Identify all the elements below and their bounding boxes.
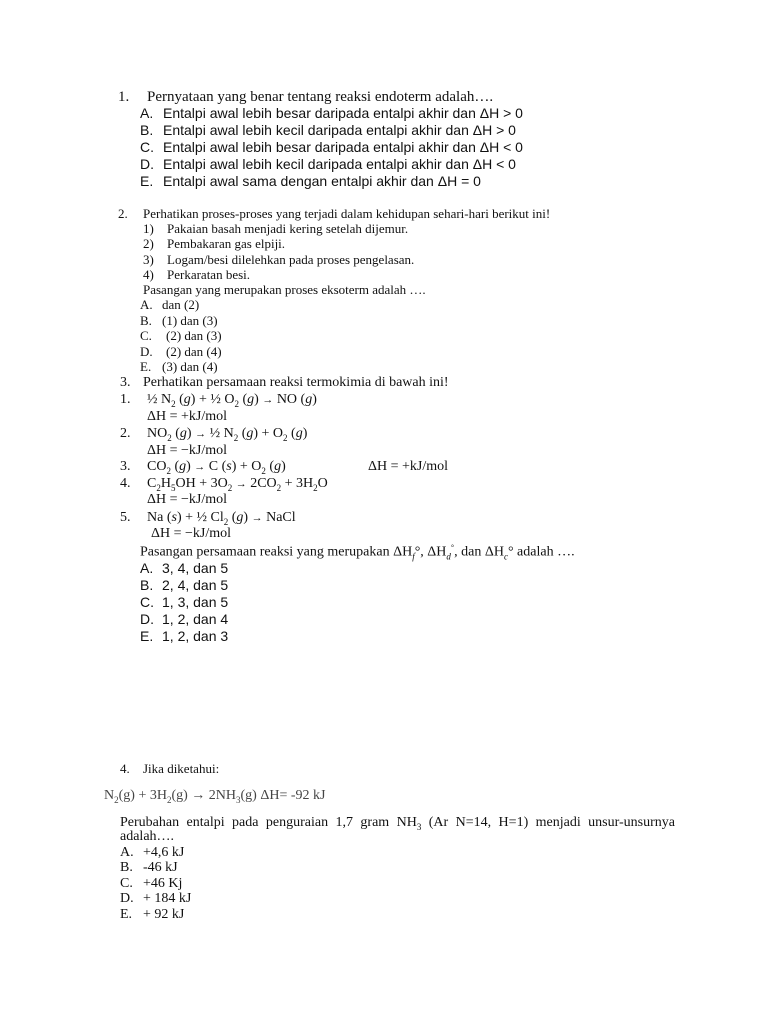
q3-option-letter: B. xyxy=(140,577,154,593)
equation-number: 1. xyxy=(120,392,131,407)
q3-option-letter: C. xyxy=(140,594,154,610)
q4-option-text: +46 Kj xyxy=(143,876,183,891)
q3-number: 3. xyxy=(120,375,131,390)
q4-option-letter: A. xyxy=(120,845,134,860)
equation-4-enthalpy: ΔH = −kJ/mol xyxy=(147,492,228,507)
q3-option-text: 1, 2, dan 3 xyxy=(162,628,229,644)
q2-option-letter: A. xyxy=(140,297,153,312)
q4-question-line2: adalah…. xyxy=(120,829,175,844)
q1-option-text: Entalpi awal lebih besar daripada entalpi akhir dan ΔH > 0 xyxy=(163,105,523,121)
q4-option-text: + 184 kJ xyxy=(143,891,192,906)
q1-option-letter: E. xyxy=(140,173,154,189)
equation-4: $C_2H_5OH + 3O_2 \to 2CO_2 + 3H_2O$ xyxy=(147,476,328,493)
q2-item-text: Perkaratan besi. xyxy=(167,267,251,282)
q2-option-text: (3) dan (4) xyxy=(162,359,218,374)
q4-option-letter: E. xyxy=(120,907,133,922)
q1-option-letter: B. xyxy=(140,122,154,138)
equation-1: ½ $N_2$ (g) + ½ $O_2$ (g) → NO (g) xyxy=(147,392,317,409)
equation-number: 4. xyxy=(120,476,131,491)
q2-item-number: 2) xyxy=(143,236,154,251)
q2-option-text: (1) dan (3) xyxy=(162,313,218,328)
q2-option-text: (2) dan (3) xyxy=(166,328,222,343)
q2-item-text: Pembakaran gas elpiji. xyxy=(167,236,286,251)
q4-option-letter: B. xyxy=(120,860,133,875)
q2-item-number: 1) xyxy=(143,221,154,236)
q3-option-text: 1, 3, dan 5 xyxy=(162,594,229,610)
equation-number: 2. xyxy=(120,426,131,441)
q1-option-letter: D. xyxy=(140,156,154,172)
q3-option-letter: D. xyxy=(140,611,154,627)
q4-option-letter: C. xyxy=(120,876,133,891)
equation-3: $CO_2$ (g) → C $(s) + O_2$ (g) xyxy=(147,459,286,476)
q2-number: 2. xyxy=(118,206,128,221)
q4-stem: Jika diketahui: xyxy=(143,761,220,776)
q1-option-letter: C. xyxy=(140,139,154,155)
equation-2-enthalpy: ΔH = −kJ/mol xyxy=(147,443,228,458)
q3-stem: Perhatikan persamaan reaksi termokimia di bawah ini! xyxy=(143,375,449,390)
equation-1-enthalpy: ΔH = +kJ/mol xyxy=(147,409,228,424)
q4-option-text: + 92 kJ xyxy=(143,907,185,922)
equation-3-enthalpy: ΔH = +kJ/mol xyxy=(368,459,449,474)
q2-option-letter: E. xyxy=(140,359,152,374)
q2-item-number: 3) xyxy=(143,252,154,267)
q3-option-text: 3, 4, dan 5 xyxy=(162,560,229,576)
equation-5: Na (s) + ½ $Cl_2$ (g) → NaCl xyxy=(147,510,296,527)
q1-option-text: Entalpi awal sama dengan entalpi akhir dan ΔH = 0 xyxy=(163,173,481,189)
q1-option-text: Entalpi awal lebih kecil daripada entalpi akhir dan ΔH < 0 xyxy=(163,156,516,172)
q2-option-letter: C. xyxy=(140,328,152,343)
q2-option-letter: B. xyxy=(140,313,152,328)
q2-item-text: Pakaian basah menjadi kering setelah dijemur. xyxy=(167,221,409,236)
q2-item-number: 4) xyxy=(143,267,154,282)
q3-question: Pasangan persamaan reaksi yang merupakan $\Delta H_f^\circ$, $\Delta H_d^\circ$, dan $\Delta H_c^\circ$ adalah …. xyxy=(140,543,575,562)
equation-2: $NO_2$ (g) → ½ $N_2$ $(g) + O_2$ (g) xyxy=(147,426,308,443)
q4-given-equation: $N_2(g) + 3H_2(g) \to 2NH_3(g)$ ΔH= -92 kJ xyxy=(104,788,326,805)
q3-option-letter: A. xyxy=(140,560,154,576)
q4-number: 4. xyxy=(120,761,130,776)
q2-question: Pasangan yang merupakan proses eksoterm adalah …. xyxy=(143,282,426,297)
q1-number: 1. xyxy=(118,89,130,105)
q4-option-text: -46 kJ xyxy=(143,860,178,875)
q3-option-text: 2, 4, dan 5 xyxy=(162,577,229,593)
q1-option-text: Entalpi awal lebih kecil daripada entalpi akhir dan ΔH > 0 xyxy=(163,122,516,138)
equation-number: 5. xyxy=(120,510,131,525)
q1-stem: Pernyataan yang benar tentang reaksi endoterm adalah…. xyxy=(147,89,494,105)
q2-item-text: Logam/besi dilelehkan pada proses pengelasan. xyxy=(167,252,415,267)
q4-option-letter: D. xyxy=(120,891,134,906)
q1-option-letter: A. xyxy=(140,105,154,121)
q2-option-text: (2) dan (4) xyxy=(166,344,222,359)
q4-option-text: +4,6 kJ xyxy=(143,845,185,860)
q4-question-line1: Perubahan entalpi pada penguraian 1,7 gram $NH_3$ (Ar N=14, H=1) menjadi unsur-unsurnya xyxy=(120,815,675,832)
q2-stem: Perhatikan proses-proses yang terjadi dalam kehidupan sehari-hari berikut ini! xyxy=(143,206,551,221)
q1-option-text: Entalpi awal lebih besar daripada entalpi akhir dan ΔH < 0 xyxy=(163,139,523,155)
equation-number: 3. xyxy=(120,459,131,474)
q2-option-letter: D. xyxy=(140,344,153,359)
q3-option-text: 1, 2, dan 4 xyxy=(162,611,229,627)
q3-option-letter: E. xyxy=(140,628,154,644)
equation-5-enthalpy: ΔH = −kJ/mol xyxy=(151,526,232,541)
q2-option-text: dan (2) xyxy=(162,297,200,312)
